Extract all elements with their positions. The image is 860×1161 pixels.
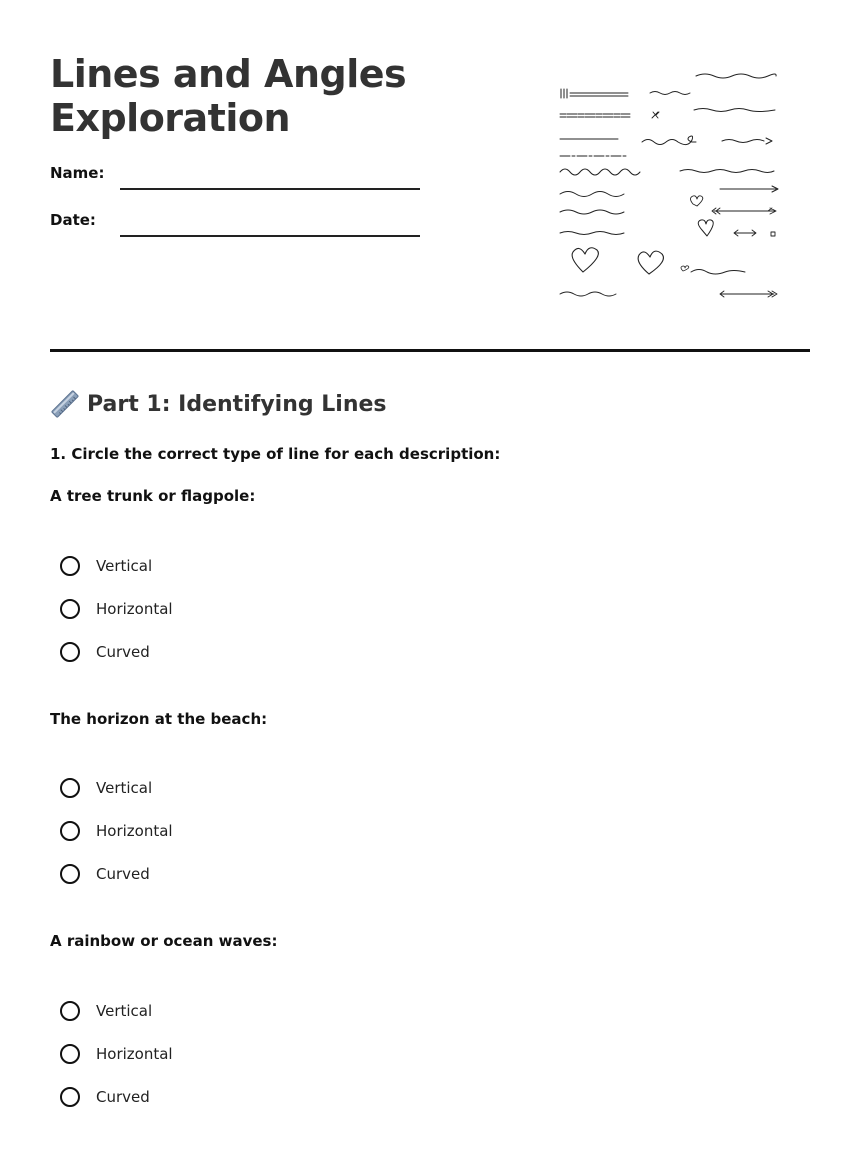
part1-heading: [50, 388, 387, 420]
option-label: Vertical: [96, 1002, 153, 1020]
option-curved[interactable]: [60, 1085, 150, 1109]
option-curved[interactable]: [60, 640, 150, 664]
option-label: Curved: [96, 643, 150, 661]
radio-circle-icon[interactable]: [60, 821, 80, 841]
line-doodles-illustration: [558, 62, 784, 306]
radio-circle-icon[interactable]: [60, 556, 80, 576]
name-field[interactable]: [50, 164, 420, 188]
page-title: [50, 52, 406, 140]
option-label: Horizontal: [96, 1045, 173, 1063]
radio-circle-icon[interactable]: [60, 1087, 80, 1107]
radio-circle-icon[interactable]: [60, 1001, 80, 1021]
name-blank-line[interactable]: [120, 188, 420, 190]
date-field[interactable]: [50, 211, 420, 235]
radio-circle-icon[interactable]: [60, 1044, 80, 1064]
worksheet-header: [50, 0, 810, 352]
option-curved[interactable]: [60, 862, 150, 886]
option-label: Vertical: [96, 779, 153, 797]
option-vertical[interactable]: [60, 999, 152, 1023]
radio-circle-icon[interactable]: [60, 642, 80, 662]
question-prompt: A rainbow or ocean waves:: [50, 932, 278, 950]
option-label: Horizontal: [96, 822, 173, 840]
option-horizontal[interactable]: [60, 819, 173, 843]
option-label: Curved: [96, 865, 150, 883]
radio-circle-icon[interactable]: [60, 778, 80, 798]
option-label: Vertical: [96, 557, 153, 575]
part1-title: Part 1: Identifying Lines: [87, 391, 387, 417]
ruler-icon: [50, 389, 80, 419]
option-label: Curved: [96, 1088, 150, 1106]
option-label: Horizontal: [96, 600, 173, 618]
name-label: Name:: [50, 164, 105, 182]
option-horizontal[interactable]: [60, 1042, 173, 1066]
date-blank-line[interactable]: [120, 235, 420, 237]
worksheet-page: [50, 0, 810, 1106]
radio-circle-icon[interactable]: [60, 599, 80, 619]
header-divider: [50, 349, 810, 352]
question-prompt: The horizon at the beach:: [50, 710, 268, 728]
option-horizontal[interactable]: [60, 597, 173, 621]
radio-circle-icon[interactable]: [60, 864, 80, 884]
title-line-1: Lines and Angles: [50, 52, 407, 96]
title-line-2: Exploration: [50, 96, 291, 140]
question-prompt: A tree trunk or flagpole:: [50, 487, 256, 505]
date-label: Date:: [50, 211, 96, 229]
part1-instruction: 1. Circle the correct type of line for each description:: [50, 445, 501, 463]
option-vertical[interactable]: [60, 776, 152, 800]
option-vertical[interactable]: [60, 554, 152, 578]
